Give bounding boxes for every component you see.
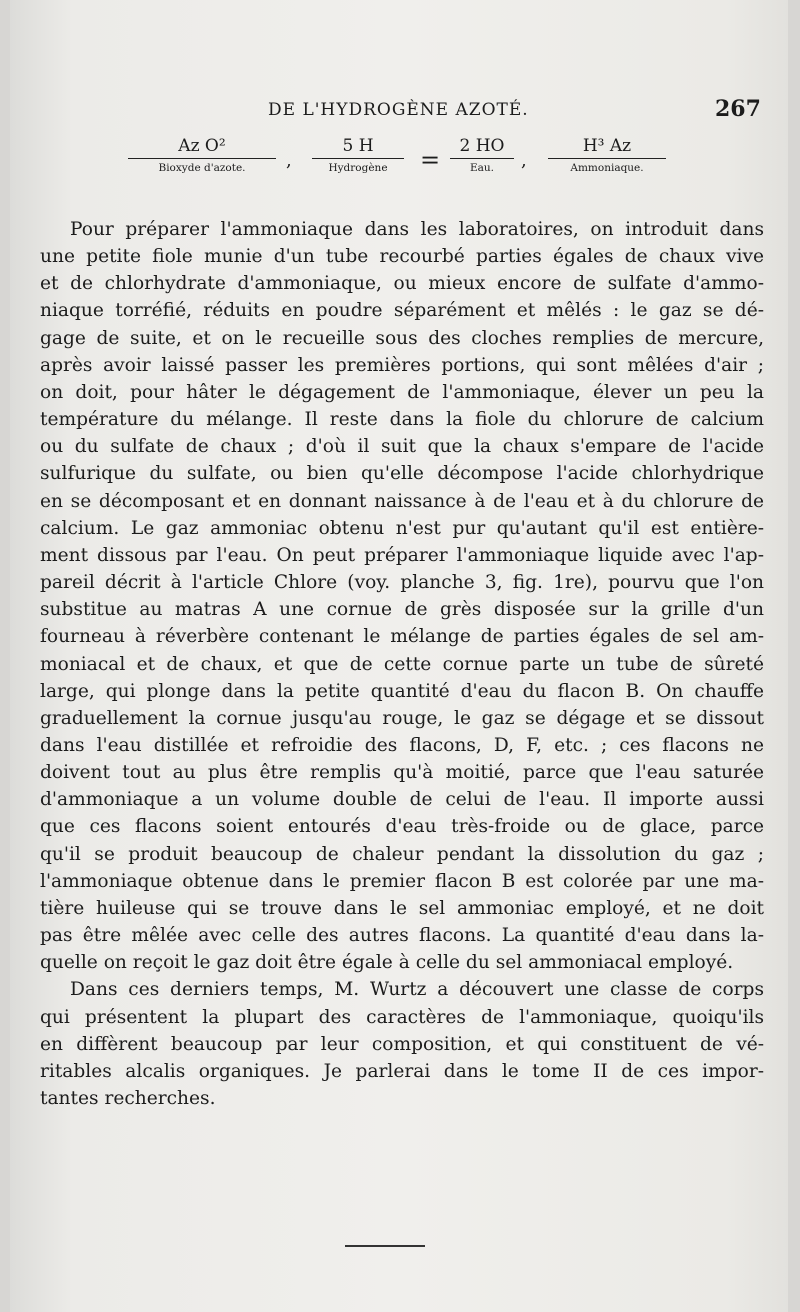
text-line: ment dissous par l'eau. On peut préparer l'ammoniaque liquide avec l'ap-: [40, 544, 764, 566]
text-line: pareil décrit à l'article Chlore (voy. planche 3, fig. 1re), pourvu que l'on: [40, 572, 764, 594]
text-line: substitue au matras A une cornue de grès disposée sur la grille d'un: [40, 599, 764, 621]
text-line: doivent tout au plus être remplis qu'à moitié, parce que l'eau saturée: [40, 762, 764, 784]
text-line: calcium. Le gaz ammoniac obtenu n'est pur qu'autant qu'il est entière-: [40, 517, 764, 539]
equation-separator: ,: [521, 150, 527, 171]
term-label: Eau.: [469, 162, 495, 174]
equation-term-product-2: [548, 136, 666, 174]
text-line: Pour préparer l'ammoniaque dans les laboratoires, on introduit dans: [70, 219, 764, 240]
text-line: niaque torréfié, réduits en poudre séparément et mêlés : le gaz se dé-: [40, 300, 764, 322]
book-page: [10, 0, 788, 1312]
term-label: Ammoniaque.: [570, 162, 644, 174]
text-line: que ces flacons soient entourés d'eau très-froide ou de glace, parce: [40, 816, 764, 838]
page-number: 267: [715, 96, 761, 122]
text-line: après avoir laissé passer les premières portions, qui sont mêlées d'air ;: [40, 354, 764, 376]
text-line: l'ammoniaque obtenue dans le premier flacon B est colorée par une ma-: [40, 870, 764, 892]
text-line: en diffèrent beaucoup par leur composition, et qui constituent de vé-: [40, 1033, 764, 1055]
equation-equals: =: [420, 146, 441, 174]
text-line: température du mélange. Il reste dans la fiole du chlorure de calcium: [40, 409, 764, 431]
text-line: graduellement la cornue jusqu'au rouge, le gaz se dégage et se dissout: [40, 707, 764, 729]
text-line: d'ammoniaque a un volume double de celui de l'eau. Il importe aussi: [40, 789, 764, 811]
body-text: [40, 216, 764, 1112]
running-head: [10, 96, 788, 126]
text-line: moniacal et de chaux, et que de cette cornue parte un tube de sûreté: [40, 653, 764, 675]
text-line: tantes recherches.: [40, 1088, 216, 1109]
term-label: Bioxyde d'azote.: [158, 162, 246, 174]
text-line: qu'il se produit beaucoup de chaleur pendant la dissolution du gaz ;: [40, 843, 764, 865]
text-line: ritables alcalis organiques. Je parlerai dans le tome II de ces impor-: [40, 1060, 764, 1082]
term-formula: 5 H: [312, 136, 404, 159]
text-line: sulfurique du sulfate, ou bien qu'elle décompose l'acide chlorhydrique: [40, 463, 764, 485]
text-line: qui présentent la plupart des caractères de l'ammoniaque, quoiqu'ils: [40, 1006, 764, 1028]
text-line: on doit, pour hâter le dégagement de l'ammoniaque, élever un peu la: [40, 381, 764, 403]
text-line: pas être mêlée avec celle des autres flacons. La quantité d'eau dans la-: [40, 925, 764, 947]
equation-term-reactant-1: [128, 136, 276, 174]
end-rule: [345, 1245, 425, 1247]
text-line: fourneau à réverbère contenant le mélange de parties égales de sel am-: [40, 626, 764, 648]
equation-separator: ,: [286, 150, 292, 171]
chemical-equation: [10, 136, 788, 186]
running-title: DE L'HYDROGÈNE AZOTÉ.: [268, 100, 529, 120]
equation-term-reactant-2: [312, 136, 404, 174]
text-line: Dans ces derniers temps, M. Wurtz a découvert une classe de corps: [70, 979, 764, 1001]
text-line: une petite fiole munie d'un tube recourbé parties égales de chaux vive: [40, 246, 764, 268]
term-label: Hydrogène: [328, 162, 388, 174]
text-line: dans l'eau distillée et refroidie des flacons, D, F, etc. ; ces flacons ne: [40, 734, 764, 756]
text-line: ou du sulfate de chaux ; d'où il suit que la chaux s'empare de l'acide: [40, 436, 764, 458]
term-formula: 2 HO: [450, 136, 514, 159]
text-line: quelle on reçoit le gaz doit être égale à celle du sel ammoniacal employé.: [40, 952, 734, 974]
text-line: en se décomposant et en donnant naissance à de l'eau et à du chlorure de: [40, 490, 764, 512]
term-formula: Az O²: [128, 136, 276, 159]
text-line: et de chlorhydrate d'ammoniaque, ou mieux encore de sulfate d'ammo-: [40, 273, 764, 295]
text-line: gage de suite, et on le recueille sous des cloches remplies de mercure,: [40, 327, 764, 349]
text-line: large, qui plonge dans la petite quantité d'eau du flacon B. On chauffe: [40, 680, 764, 702]
equation-term-product-1: [450, 136, 514, 174]
term-formula: H³ Az: [548, 136, 666, 159]
text-line: tière huileuse qui se trouve dans le sel ammoniac employé, et ne doit: [40, 897, 764, 919]
